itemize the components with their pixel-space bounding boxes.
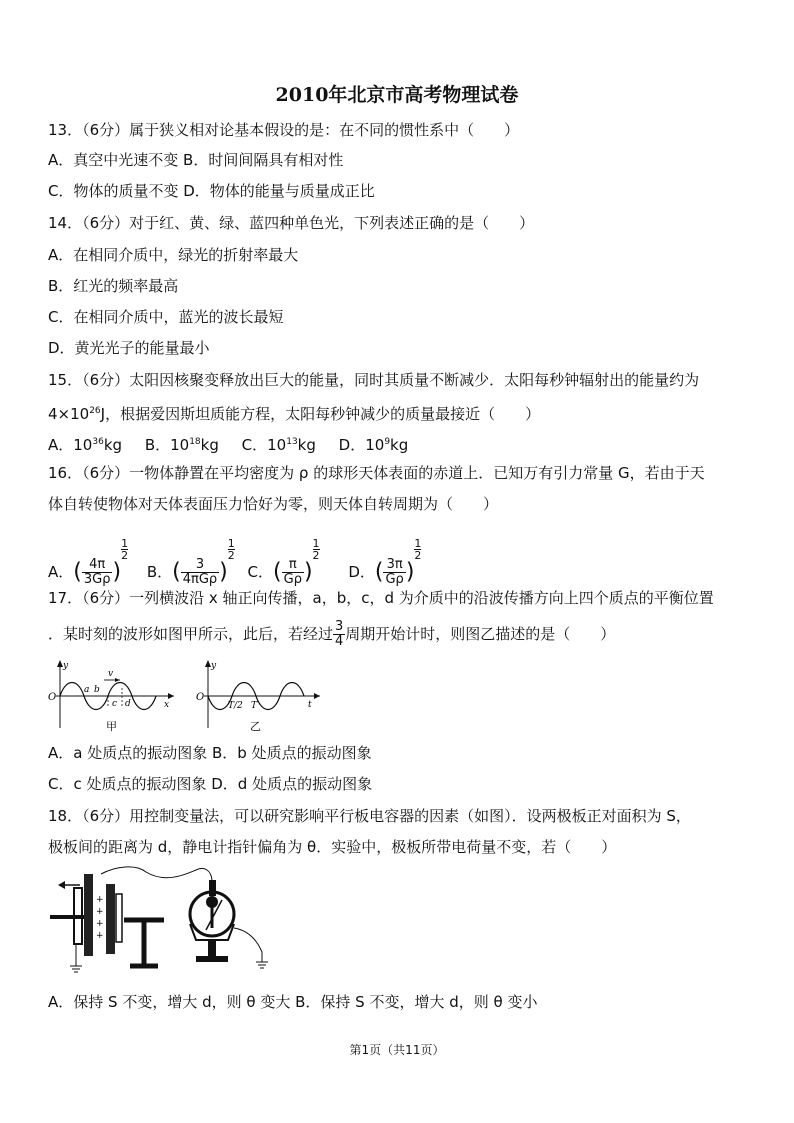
yi-y-label: y [211,661,217,671]
q15-option-c: C．$10^{13}kg$ [241,436,316,454]
q16-option-b: B．( $\frac{3}{\text{4πGρ}}$ ) $\frac{1}{2}$ [146,537,235,587]
q14-stem: 14．（6分）对于红、黄、绿、蓝四种单色光，下列表述正确的是（ ） [48,214,535,232]
q14-option-a: A．在相同介质中，绿光的折射率最大 [48,246,299,264]
jia-origin-label: O [48,692,57,703]
q17-options-cd: C．c 处质点的振动图象 D．d 处质点的振动图象 [48,775,373,793]
q14-option-b: B．红光的频率最高 [48,277,179,295]
page-title: 2010年北京市高考物理试卷 [275,84,519,106]
yi-t-axis-label: t [308,700,312,710]
svg-text:+: + [96,931,104,941]
q16-option-a: A．( $\frac{4\pi}{3G\rho}$ ) $\frac{1}{2}$ [48,537,129,587]
yi-caption: 乙 [250,720,261,733]
q14-option-d: D．黄光光子的能量最小 [48,339,210,357]
q15-option-b: B．$10^{18}kg$ [144,436,219,454]
q17-stem-line2: ．某时刻的波形如图甲所示，此后，若经过 $\frac{3}{4}$ 周期开始计时，则图乙描述的是（ ） [48,619,616,649]
q14-option-c: C．在相同介质中，蓝光的波长最短 [48,308,284,326]
q17-figure-yi [194,658,324,736]
q15-option-a: A．$10^{36}kg$ [48,436,123,454]
q16-stem-line2: 体自转使物体对天体表面压力恰好为零，则天体自转周期为（ ） [48,495,499,513]
q16-stem-line1: 16．（6分）一物体静置在平均密度为 ρ 的球形天体表面的赤道上．已知万有引力常量 G，若由于天 [48,464,705,482]
q15-option-d: D．$10^9kg$ [338,436,409,454]
yi-half-period-label: T/2 [228,701,243,711]
jia-a-label: a [84,685,90,695]
q18-options-ab: A．保持 S 不变，增大 d，则 θ 变大 B．保持 S 不变，增大 d，则 θ 变小 [48,993,538,1011]
svg-text:+: + [96,919,104,929]
svg-text:+: + [96,907,104,917]
q16-option-c: C．( $\frac{\pi}{G\rho}$ ) $\frac{1}{2}$ [247,537,320,587]
q13-options-ab: A．真空中光速不变 B．时间间隔具有相对性 [48,151,344,169]
jia-b-label: b [94,685,100,695]
q17-options-ab: A．a 处质点的振动图象 B．b 处质点的振动图象 [48,744,372,762]
jia-v-label: v [108,669,114,679]
q13-options-cd: C．物体的质量不变 D．物体的能量与质量成正比 [48,182,375,200]
q18-capacitor-figure [46,866,282,984]
yi-origin-label: O [196,692,205,703]
jia-caption: 甲 [106,720,117,733]
q18-stem-line1: 18．（6分）用控制变量法，可以研究影响平行板电容器的因素（如图）．设两极板正对面积为 S， [48,807,691,825]
q17-stem-line1: 17．（6分）一列横波沿 x 轴正向传播，a，b，c，d 为介质中的沿波传播方向上四个质点的平衡位置 [48,589,714,607]
q15-options [48,432,426,455]
q13-stem: 13．（6分）属于狭义相对论基本假设的是：在不同的惯性系中（ ） [48,121,520,139]
jia-d-label: d [125,699,131,709]
jia-y-label: y [63,661,69,671]
q15-stem-line2: $4\times 10^{26}J$，根据爱因斯坦质能方程，太阳每秒钟减少的质量最接近（ ） [48,405,541,423]
q16-options [48,538,421,587]
page-footer: 第1页（共11页） [349,1043,445,1057]
svg-text:+: + [96,895,104,905]
q18-stem-line2: 极板间的距离为 d，静电计指针偏角为 θ．实验中，极板所带电荷量不变，若（ ） [48,838,617,856]
yi-period-label: T [251,701,258,711]
q16-option-d: D．( $\frac{3\pi}{G\rho}$ ) $\frac{1}{2}$ [348,537,422,587]
q17-figure-jia [46,658,181,736]
jia-c-label: c [112,699,118,709]
jia-x-label: x [164,700,170,710]
q15-stem-line1: 15．（6分）太阳因核聚变释放出巨大的能量，同时其质量不断减少．太阳每秒钟辐射出的能量约为 [48,371,700,389]
